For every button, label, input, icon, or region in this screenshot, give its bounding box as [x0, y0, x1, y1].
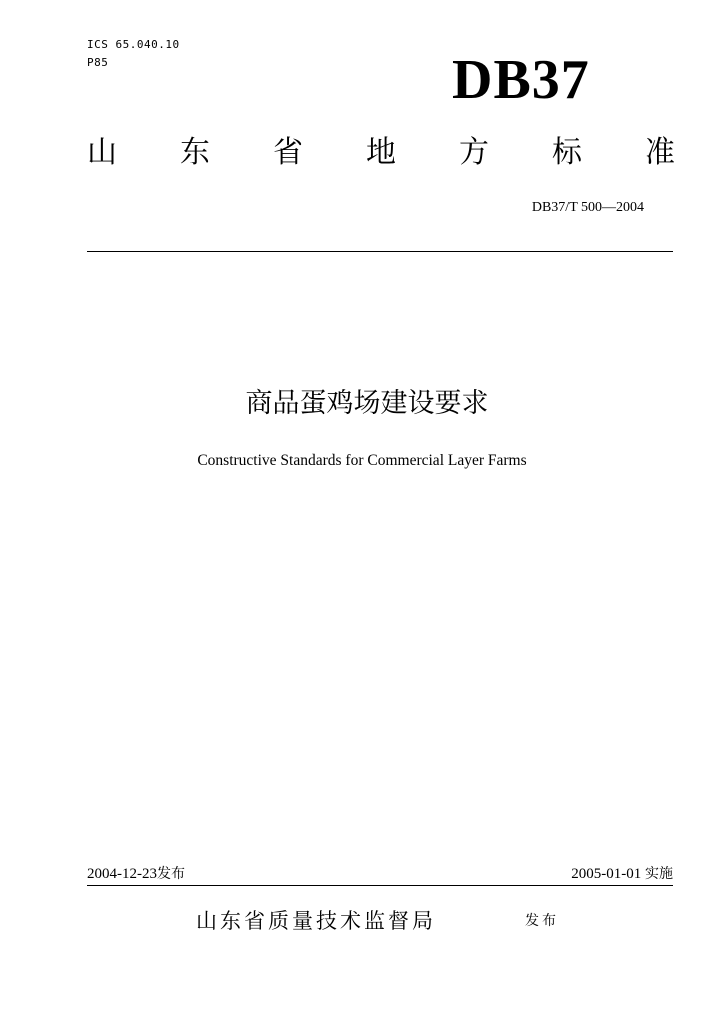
implement-date-line [571, 864, 673, 884]
issue-label: 发布 [157, 866, 185, 882]
title-char: 准 [645, 135, 675, 170]
title-char: 地 [366, 135, 396, 170]
title-char: 标 [552, 135, 582, 170]
top-divider [87, 251, 673, 252]
db-code: DB37 [452, 49, 590, 111]
title-char: 方 [459, 135, 489, 170]
implement-date: 2005-01-01 [571, 866, 642, 882]
title-char: 省 [273, 135, 303, 170]
implement-label: 实施 [645, 866, 673, 882]
document-title-chinese: 商品蛋鸡场建设要求 [245, 388, 489, 419]
publisher-name: 山东省质量技术监督局 [196, 909, 436, 933]
issue-date-line [87, 864, 185, 884]
ics-code: ICS 65.040.10 [87, 38, 180, 51]
ccs-code: P85 [87, 56, 109, 69]
document-title-english: Constructive Standards for Commercial Layer Farms [197, 452, 527, 469]
title-char: 山 [87, 135, 117, 170]
standard-number: DB37/T 500—2004 [531, 200, 644, 215]
title-char: 东 [180, 135, 210, 170]
bottom-divider [87, 885, 673, 886]
standard-category-title [87, 133, 675, 173]
issue-date: 2004-12-23 [87, 866, 157, 882]
publisher-action: 发布 [525, 913, 559, 929]
